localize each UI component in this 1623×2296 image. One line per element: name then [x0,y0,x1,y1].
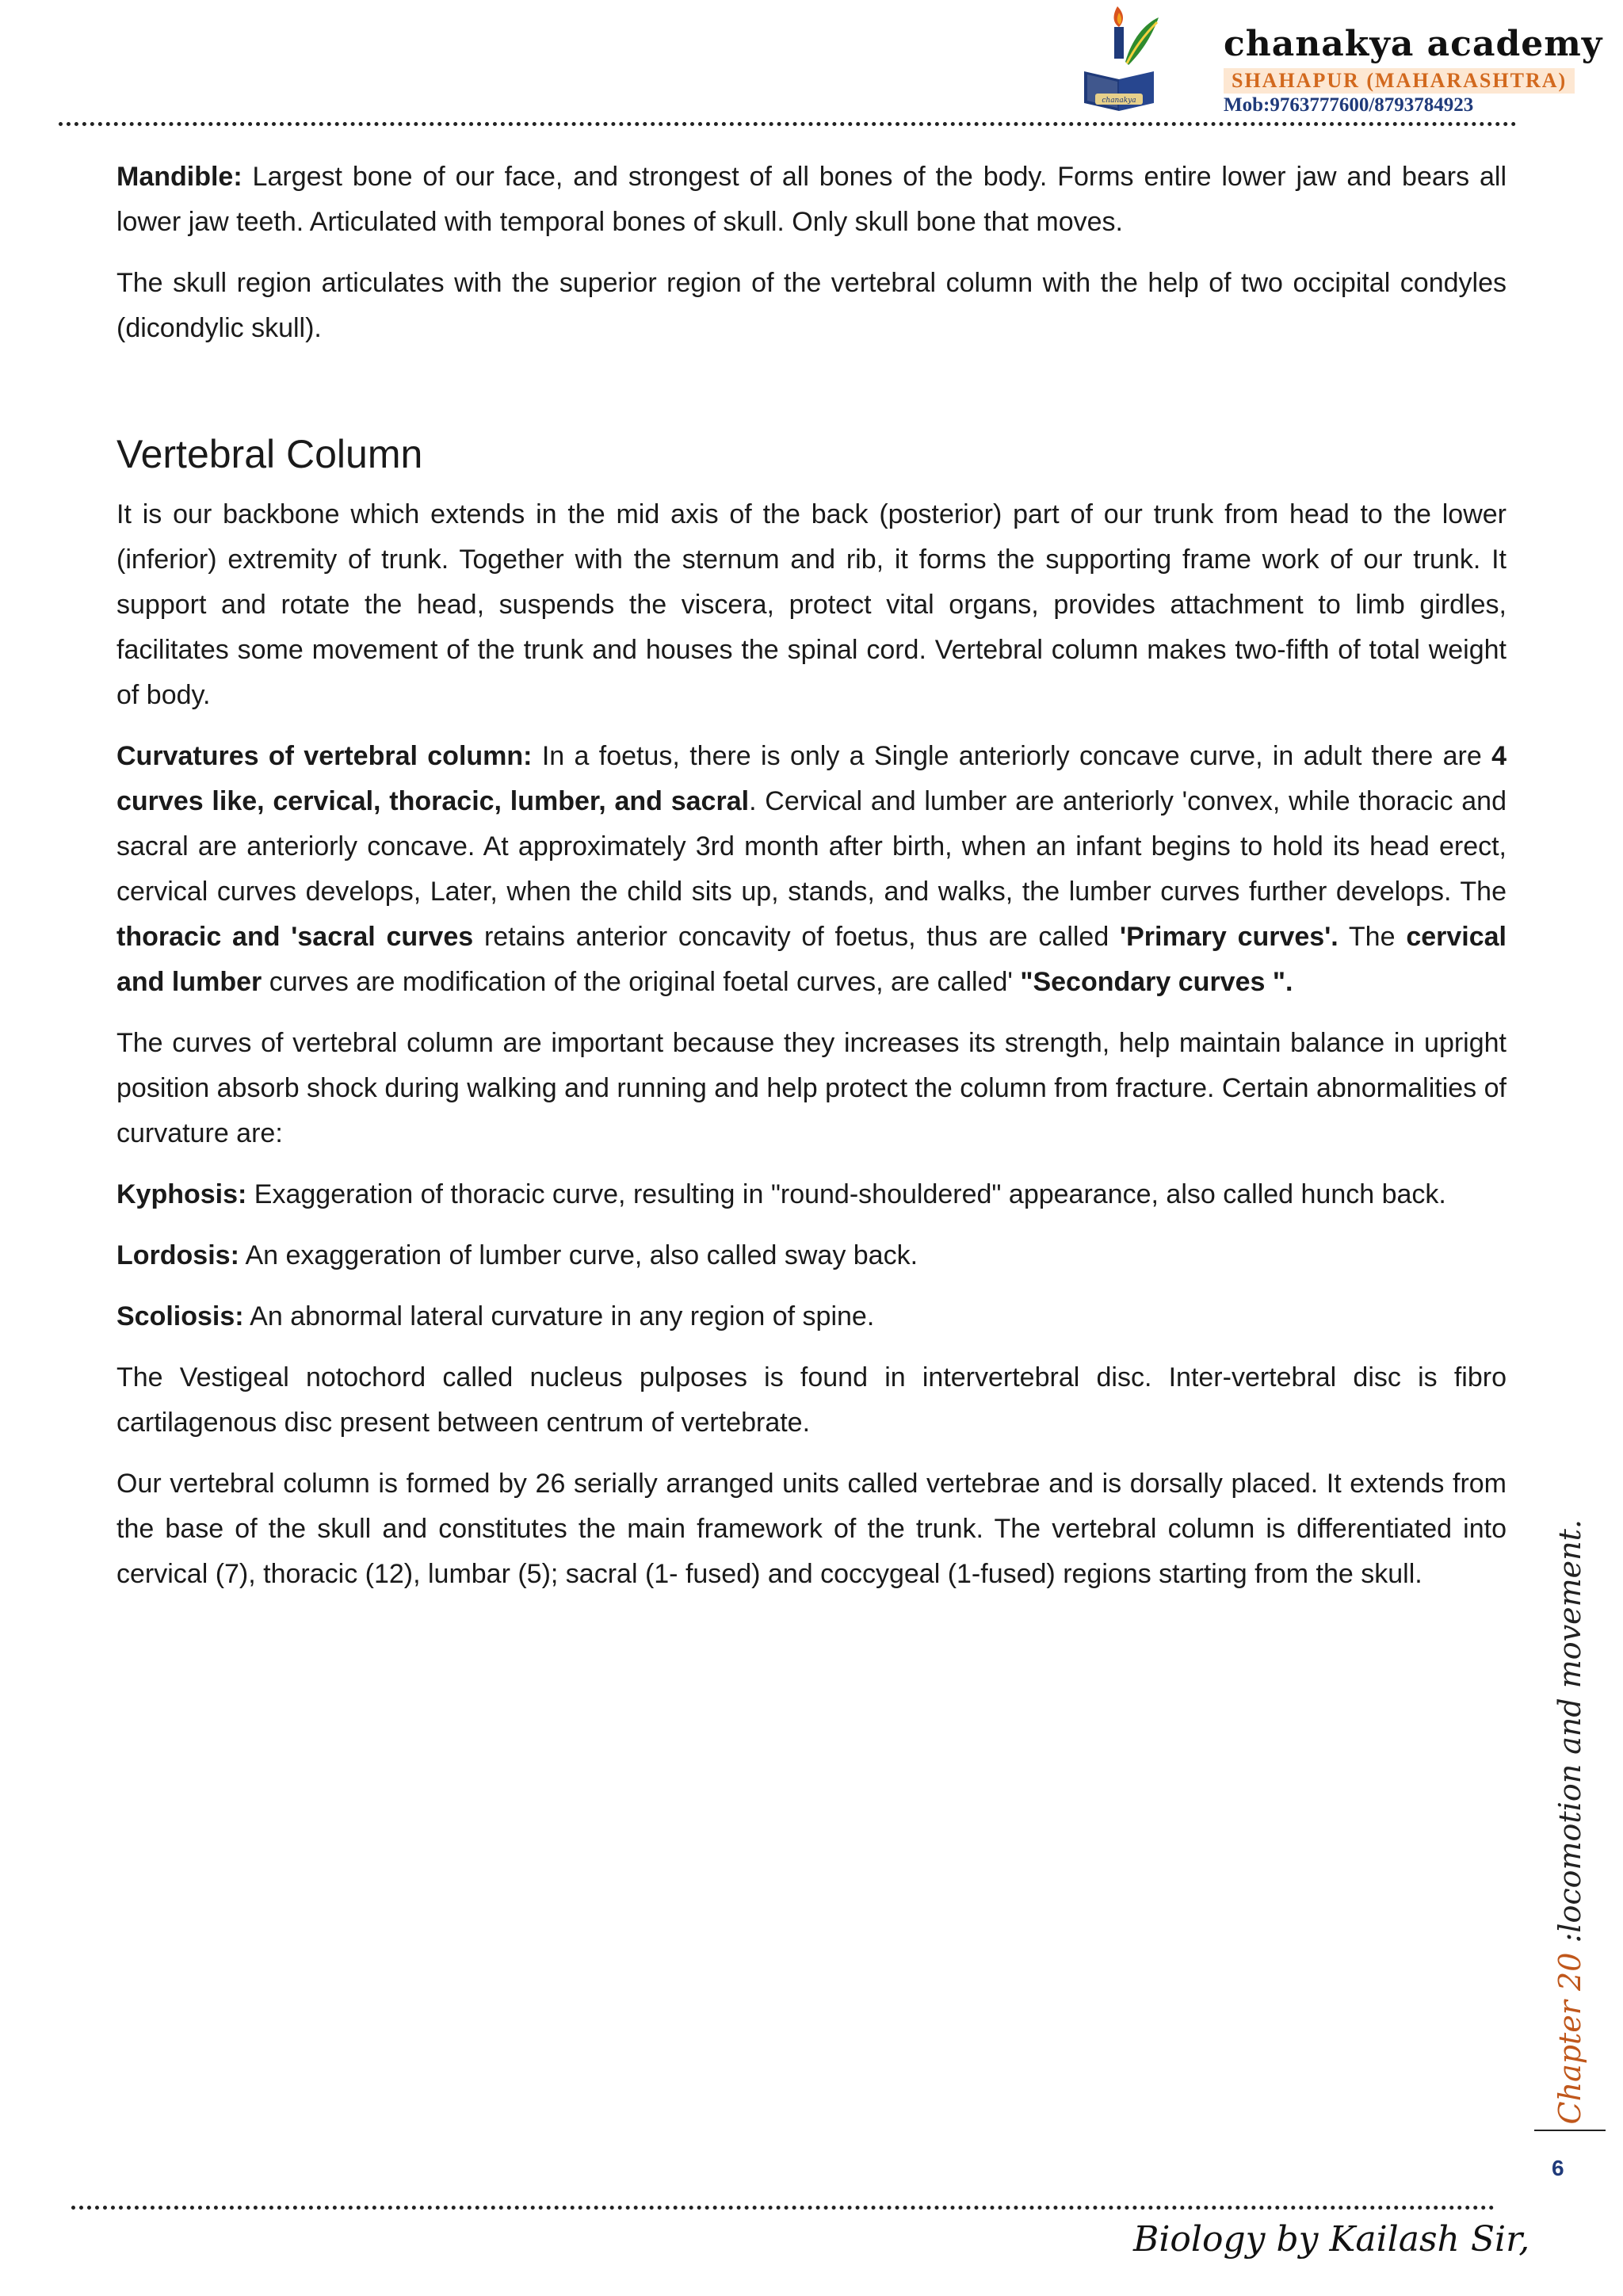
footer-divider [71,2206,1495,2210]
paragraph-text: retains anterior concavity of foetus, thus are called [473,922,1121,952]
bold-text: "Secondary curves ". [1020,967,1293,997]
paragraph-text: Largest bone of our face, and strongest of all bones of the body. Forms entire lower jaw and bears all lower jaw teeth. Articulated with temporal bones of skull. Only skull bone that moves. [116,162,1507,237]
chapter-topic: :locomotion and movement. [1552,1519,1587,1953]
term-label: Mandible: [116,162,242,192]
footer-signature: Biology by Kailash Sir, [1133,2219,1530,2260]
brand-mobile: Mob:9763777600/8793784923 [1224,94,1474,116]
term-label: Kyphosis: [116,1179,247,1209]
term-label: Scoliosis: [116,1301,244,1331]
page-number: 6 [1552,2156,1564,2180]
paragraph-text: . Cervical and lumber are anteriorly 'convex, while thoracic and sacral are anteriorly concave. At approximately 3rd month after birth, when an infant begins to hold its head erect, cervical curves develops, Later, when the child sits up, stands, and walks, the lumber curves further develops. The [116,786,1507,907]
paragraph-notochord: The Vestigeal notochord called nucleus pulposes is found in intervertebral disc. Inter-vertebral disc is fibro cartilagenous disc present between centrum of vertebrate. [116,1362,1507,1438]
paragraph-backbone: It is our backbone which extends in the mid axis of the back (posterior) part of our trunk from head to the lower (inferior) extremity of trunk. Together with the sternum and rib, it forms the supporting frame work of our trunk. It support and rotate the head, suspends the viscera, protect vital organs, provides attachment to limb girdles, facilitates some movement of the trunk and houses the spinal cord. Vertebral column makes two-fifth of total weight of body. [116,499,1507,710]
paragraph-kyphosis [116,1172,1507,1217]
brand-block [1224,24,1603,117]
bold-text: 4 curves like, cervical, thoracic, lumber, and sacral [116,741,1507,816]
paragraph-text: curves are modification of the original foetal curves, are called' [262,967,1021,997]
chapter-side-text [1552,1519,1587,2124]
bold-text: 'Primary curves'. [1120,922,1338,952]
brand-name: chanakya academy [1224,24,1603,64]
section-heading: Vertebral Column [116,432,423,476]
paragraph-mandible [116,155,1507,245]
bold-text: thoracic and 'sacral curves [116,922,474,952]
term-label: Lordosis: [116,1240,239,1270]
paragraph-lordosis [116,1233,1507,1278]
paragraph-vertebrae: Our vertebral column is formed by 26 serially arranged units called vertebrae and is dorsally placed. It extends from the base of the skull and constitutes the main framework of the trunk. The vertebral column is differentiated into cervical (7), thoracic (12), lumbar (5); sacral (1- fused) and coccygeal (1-fused) regions starting from the skull. [116,1469,1507,1589]
chapter-number: Chapter 20 [1552,1952,1587,2124]
logo-caption: chanakya [1102,97,1136,105]
paragraph-importance: The curves of vertebral column are important because they increases its strength, help maintain balance in upright position absorb shock during walking and running and help protect the column from fracture. Certain abnormalities of curvature are: [116,1028,1507,1148]
paragraph-text: An abnormal lateral curvature in any region of spine. [243,1301,875,1331]
paragraph-text: In a foetus, there is only a Single anteriorly concave curve, in adult there are [532,741,1492,771]
paragraph-text: An exaggeration of lumber curve, also called sway back. [239,1240,918,1270]
chapter-side-label [1550,1519,1590,2124]
academy-logo [1076,0,1163,119]
academy-logo-graphic [1076,0,1163,119]
page-content [116,155,1507,1613]
bold-text: cervical and lumber [116,922,1507,997]
term-label: Curvatures of vertebral column: [116,741,533,771]
paragraph-scoliosis [116,1294,1507,1339]
side-divider [1534,2130,1606,2131]
brand-location: SHAHAPUR (MAHARASHTRA) [1224,68,1575,94]
paragraph-curvatures [116,734,1507,1005]
header-divider [59,122,1517,126]
paragraph-skull: The skull region articulates with the superior region of the vertebral column with the help of two occipital condyles (dicondylic skull). [116,268,1507,343]
paragraph-text: Exaggeration of thoracic curve, resulting in "round-shouldered" appearance, also called hunch back. [246,1179,1446,1209]
paragraph-text: The [1338,922,1407,952]
